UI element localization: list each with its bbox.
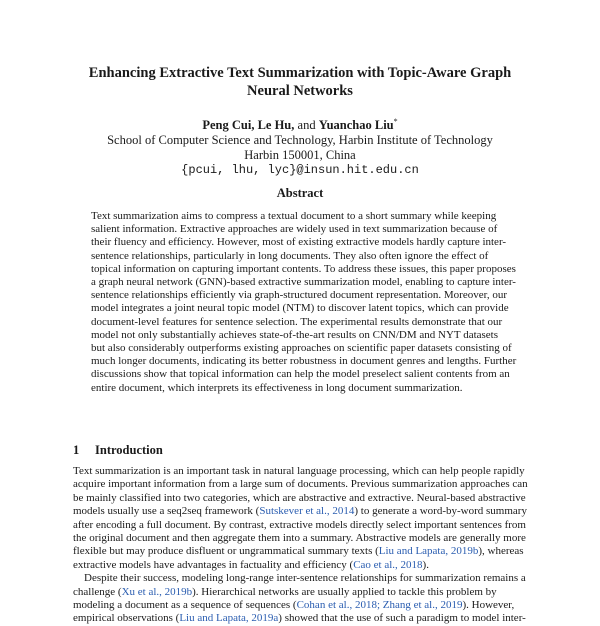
intro-line [73, 492, 528, 505]
intro-text: ). Hierarchical networks are usually applied to tackle this problem by [192, 585, 497, 598]
intro-text: modeling a document as a sequence of sequences ( [73, 599, 297, 612]
introduction-body [73, 465, 528, 626]
intro-line [73, 559, 528, 572]
intro-text: the original document and then aggregate them into a summary. Abstractive models are generally more [73, 532, 526, 545]
section-title: Introduction [95, 443, 163, 457]
intro-text: be mainly classified into two categories, which are abstractive and extractive. Neural-based abstractive [73, 491, 526, 504]
abstract-body [91, 210, 517, 395]
abstract-line: much longer documents, indicating its better robustness in document genres and lengths. Further [91, 355, 517, 368]
intro-text: extractive models have advantages in factuality and efficiency ( [73, 558, 354, 571]
intro-text: ), whereas [478, 545, 524, 558]
citation-link[interactable]: Cohan et al., 2018; Zhang et al., 2019 [296, 599, 463, 612]
citation-link[interactable]: Cao et al., 2018 [353, 558, 423, 571]
intro-line [73, 586, 528, 599]
intro-text: ) showed that the use of such a paradigm to model inter- [278, 612, 526, 625]
title-line-1: Enhancing Extractive Text Summarization with Topic-Aware Graph [88, 65, 512, 81]
intro-text: flexible but may produce disfluent or ungrammatical summary texts ( [73, 545, 379, 558]
abstract-line: model integrates a joint neural topic model (NTM) to discover latent topics, which can provide [91, 302, 509, 315]
citation-link[interactable]: Xu et al., 2019b [121, 585, 193, 598]
abstract-line: entire document, which interprets its effectiveness in long document summarization. [91, 381, 463, 394]
intro-text: Despite their success, modeling long-range inter-sentence relationships for summarization remains a [73, 572, 526, 585]
intro-text: acquire important information from a large sum of documents. Previous summarization approaches can [73, 478, 528, 491]
intro-line [73, 519, 528, 532]
email: {pcui, lhu, lyc}@insun.hit.edu.cn [181, 163, 419, 178]
abstract-line: sentence relationships efficiently via graph-structured document representation. Moreover, our [91, 289, 507, 302]
intro-text: empirical observations ( [73, 612, 180, 625]
intro-text: ) to generate a word-by-word summary [354, 505, 527, 518]
author-block [40, 114, 560, 178]
section-number: 1 [73, 443, 80, 457]
intro-text: after encoding a full document. By contrast, extractive models directly select important sentences from [73, 518, 526, 531]
intro-line [73, 612, 528, 625]
affiliation: School of Computer Science and Technology, Harbin Institute of Technology [107, 133, 493, 148]
abstract-line: but also considerably outperforms existing approaches on scientific paper datasets consisting of [91, 342, 512, 355]
intro-text: challenge ( [73, 585, 122, 598]
citation-link[interactable]: Liu and Lapata, 2019b [378, 545, 479, 558]
abstract-line: topical information on capturing important contents. To address these issues, this paper proposes [91, 262, 516, 275]
abstract-line: model not only substantially achieves state-of-the-art results on CNN/DM and NYT datasets [91, 328, 499, 341]
section-heading [73, 443, 163, 458]
abstract-line: discussions show that topical information can help the model preselect salient contents from an [91, 368, 510, 381]
intro-line [73, 572, 528, 585]
title-line-2: Neural Networks [247, 83, 353, 99]
abstract-line: their fluency and efficiency. However, most of existing extractive models hardly capture inter- [91, 236, 507, 249]
corresponding-author: Yuanchao Liu [318, 118, 394, 133]
abstract-line: a graph neural network (GNN)-based extractive summarization model, enabling to capture inter- [91, 276, 516, 289]
intro-text: models usually use a seq2seq framework ( [73, 505, 260, 518]
corresponding-mark: * [393, 117, 398, 126]
abstract-line: salient information. Extractive approaches are widely used in text summarization because of [91, 223, 498, 236]
abstract-heading: Abstract [276, 186, 324, 200]
intro-text: ). [422, 558, 429, 571]
citation-link[interactable]: Sutskever et al., 2014 [259, 505, 355, 518]
abstract-line: Text summarization aims to compress a textual document to a short summary while keeping [91, 210, 497, 222]
abstract-line: document-level features for sentence selection. The experimental results demonstrate that our [91, 315, 503, 328]
author-names [40, 114, 560, 133]
intro-line [73, 599, 528, 612]
city: Harbin 150001, China [244, 148, 356, 163]
intro-text: Text summarization is an important task in natural language processing, which can help people rapidly [73, 465, 525, 477]
author-conjunction: and [294, 118, 319, 133]
paper-title [40, 64, 560, 100]
intro-line [73, 478, 528, 491]
intro-line [73, 465, 528, 478]
intro-line [73, 505, 528, 518]
citation-link[interactable]: Liu and Lapata, 2019a [179, 612, 279, 625]
author-list: Peng Cui, Le Hu, [202, 118, 295, 133]
intro-line [73, 545, 528, 558]
abstract-line: sentence relationships, particularly in long documents. They also often ignore the effect of [91, 249, 489, 262]
intro-text: ). However, [462, 599, 515, 612]
intro-line [73, 532, 528, 545]
